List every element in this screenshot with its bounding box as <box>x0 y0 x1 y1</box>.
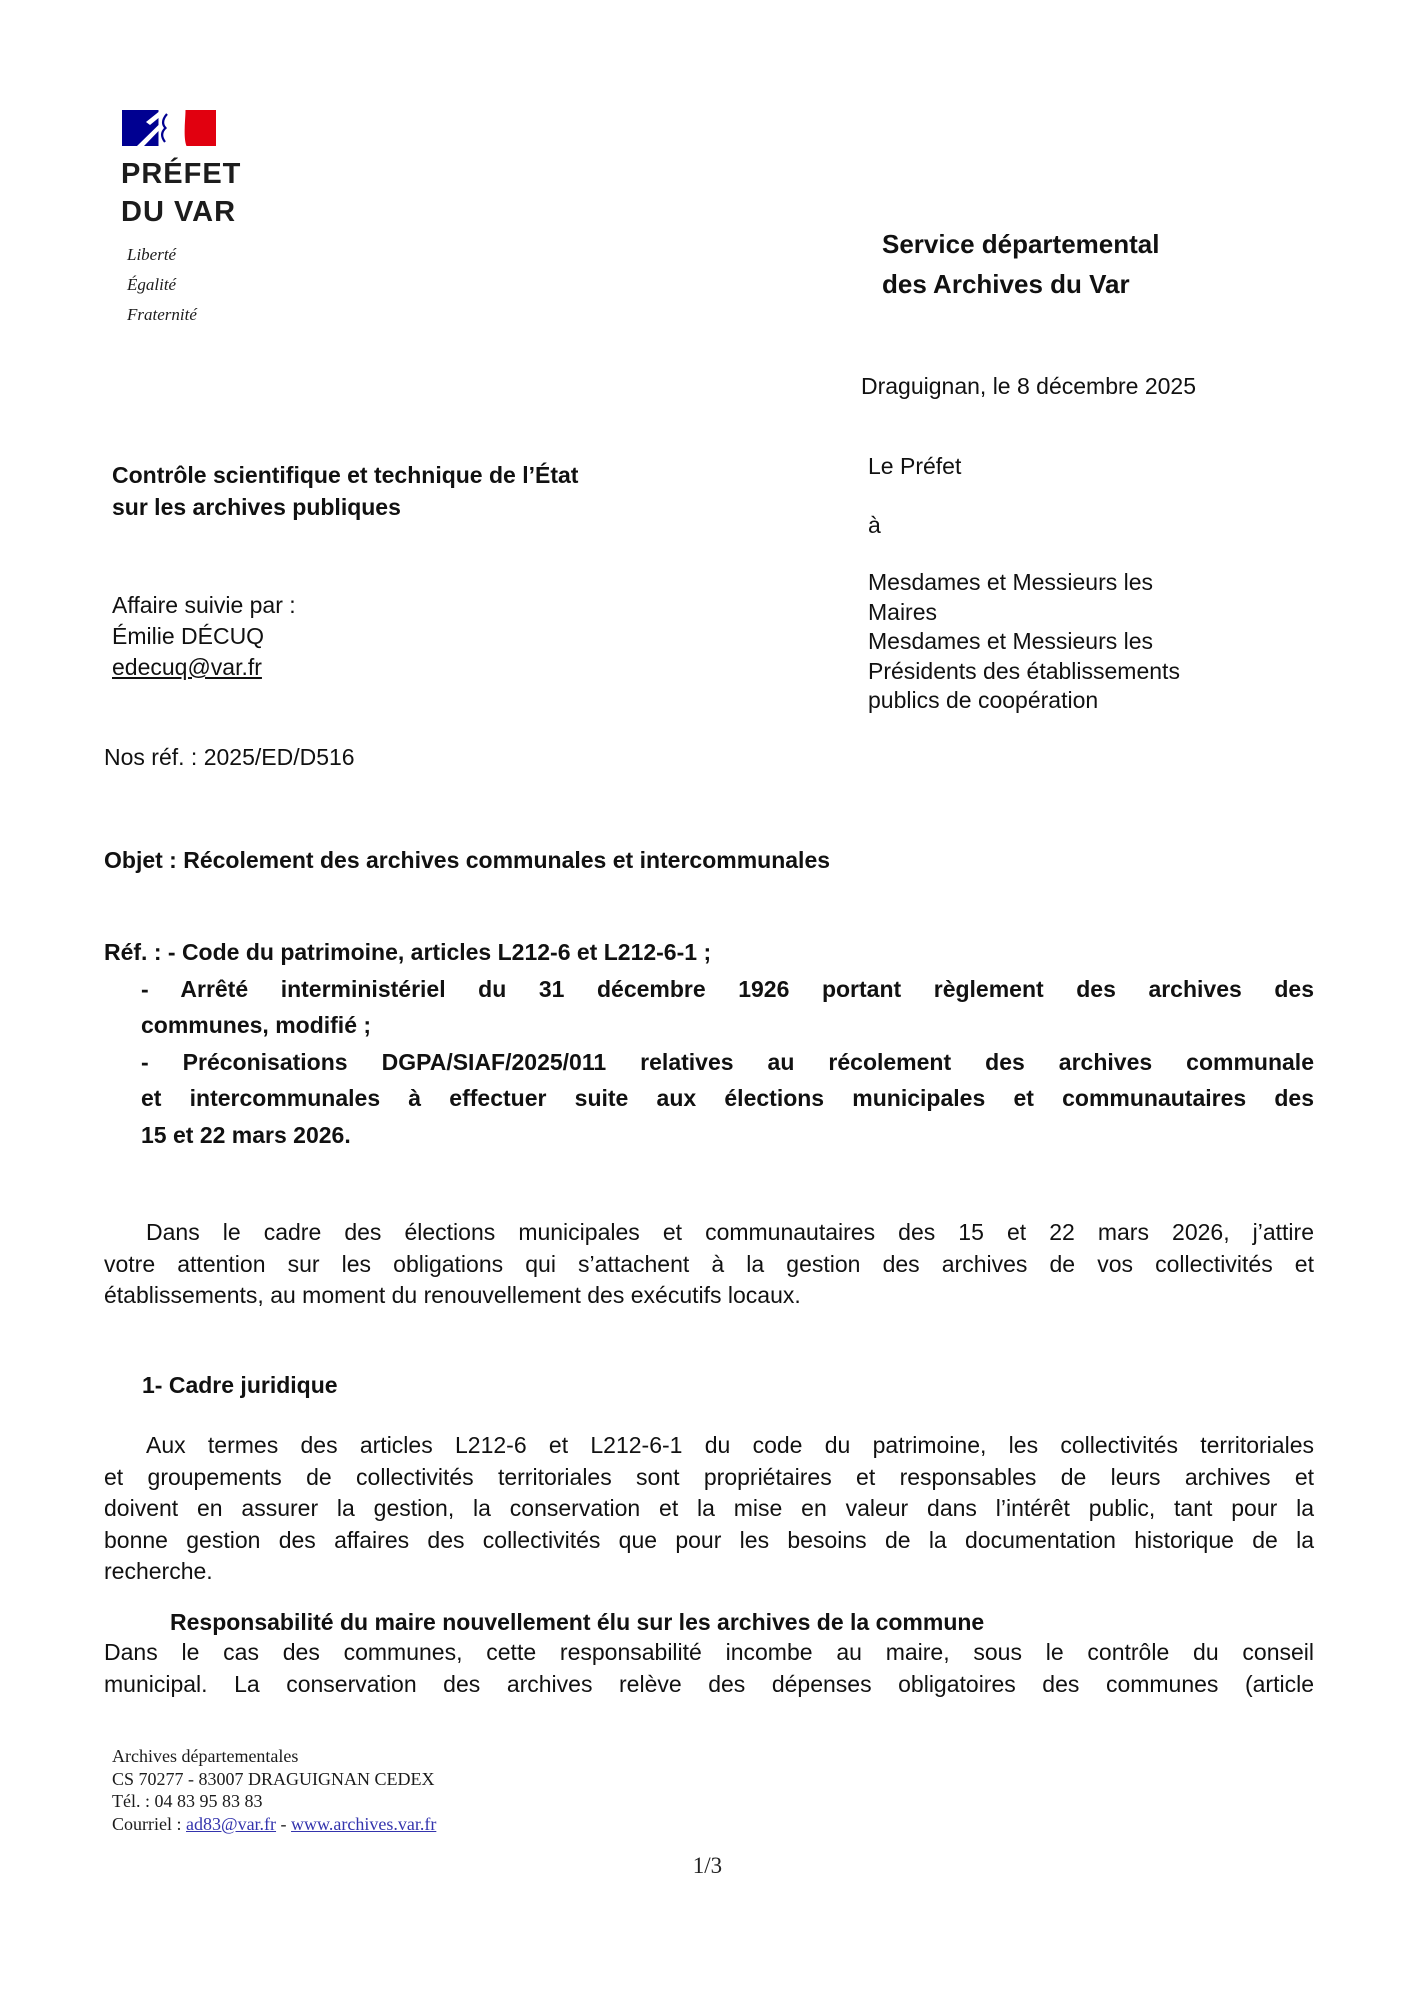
prefecture-name-line2: DU VAR <box>121 196 237 228</box>
paragraph-line: bonne gestion des affaires des collectivités que pour les besoins de la documentation historique de la <box>104 1526 1314 1553</box>
recipient-block <box>868 568 1288 716</box>
recipient-line: Maires <box>868 598 938 625</box>
footer-org: Archives départementales <box>112 1746 299 1766</box>
motto-egalite: Égalité <box>127 275 177 294</box>
paragraph-line: et groupements de collectivités territoriales sont propriétaires et responsables de leurs archives et <box>104 1463 1314 1490</box>
sender-mission <box>112 459 578 523</box>
french-flag-marianne-icon <box>122 110 216 146</box>
references-block <box>104 934 1314 1153</box>
motto-liberte: Liberté <box>127 245 177 264</box>
reference-item-2-line2: communes, modifié ; <box>141 1012 372 1038</box>
subheading-responsabilite: Responsabilité du maire nouvellement élu sur les archives de la commune <box>170 1609 985 1635</box>
place-date-line: Draguignan, le 8 décembre 2025 <box>861 373 1197 399</box>
page-number: 1/3 <box>692 1853 723 1878</box>
service-title-line2: des Archives du Var <box>882 269 1130 299</box>
footer-address-block <box>112 1745 436 1835</box>
paragraph-line: Dans le cas des communes, cette responsabilité incombe au maire, sous le contrôle du conseil <box>104 1639 1314 1665</box>
contact-block <box>112 590 296 683</box>
footer-phone: Tél. : 04 83 95 83 83 <box>112 1791 263 1811</box>
republic-motto <box>127 240 197 330</box>
paragraph-line: votre attention sur les obligations qui s’attachent à la gestion des archives de vos collectivités et <box>104 1250 1314 1277</box>
reference-item-3-line1: - Préconisations DGPA/SIAF/2025/011 relatives au récolement des archives communale <box>141 1048 1314 1075</box>
motto-fraternite: Fraternité <box>127 305 197 324</box>
reference-item-2-line1: - Arrêté interministériel du 31 décembre 1926 portant règlement des archives des <box>141 975 1314 1002</box>
paragraph-line: recherche. <box>104 1558 213 1584</box>
contact-email-link[interactable]: edecuq@var.fr <box>112 654 262 680</box>
reference-item-3-line2: et intercommunales à effectuer suite aux élections municipales et communautaires des <box>141 1085 1314 1111</box>
sender-mission-line1: Contrôle scientifique et technique de l’État <box>112 462 579 488</box>
footer-website-link[interactable]: www.archives.var.fr <box>291 1813 437 1834</box>
service-title <box>882 224 1159 304</box>
paragraph-line: établissements, au moment du renouvellement des exécutifs locaux. <box>104 1282 801 1308</box>
prefecture-name-line1: PRÉFET <box>121 158 242 190</box>
paragraph-line: municipal. La conservation des archives relève des dépenses obligatoires des communes (article <box>104 1670 1314 1697</box>
contact-name: Émilie DÉCUQ <box>112 623 265 649</box>
sender-title: Le Préfet <box>868 453 962 479</box>
reference-item-1: Réf. : - Code du patrimoine, articles L212-6 et L212-6-1 ; <box>104 939 712 965</box>
footer-courriel-line <box>112 1813 436 1836</box>
sender-mission-line2: sur les archives publiques <box>112 494 401 520</box>
our-reference: Nos réf. : 2025/ED/D516 <box>104 744 355 770</box>
reference-item-3-line3: 15 et 22 mars 2026. <box>141 1121 351 1148</box>
recipient-line: Mesdames et Messieurs les <box>868 628 1154 654</box>
recipient-line: publics de coopération <box>868 687 1099 713</box>
service-title-line1: Service départemental <box>882 229 1160 259</box>
paragraph-line: Aux termes des articles L212-6 et L212-6-1 du code du patrimoine, les collectivités territoriales <box>146 1432 1314 1458</box>
prefecture-name <box>121 155 241 231</box>
footer-courriel-label: Courriel : <box>112 1813 186 1834</box>
body-paragraph-3 <box>104 1637 1314 1700</box>
subject-line: Objet : Récolement des archives communales et intercommunales <box>104 847 831 873</box>
contact-label: Affaire suivie par : <box>112 592 296 618</box>
section-heading-cadre-juridique: 1- Cadre juridique <box>142 1372 338 1398</box>
paragraph-line: doivent en assurer la gestion, la conservation et la mise en valeur dans l’intérêt public, tant pour la <box>104 1495 1314 1521</box>
body-paragraph-2 <box>104 1430 1314 1588</box>
footer-email-link[interactable]: ad83@var.fr <box>186 1813 277 1834</box>
footer-link-separator: - <box>276 1813 292 1834</box>
recipient-line: Présidents des établissements <box>868 657 1180 684</box>
to-word: à <box>868 512 881 538</box>
recipient-line: Mesdames et Messieurs les <box>868 569 1154 595</box>
body-paragraph-1 <box>104 1217 1314 1312</box>
footer-postal: CS 70277 - 83007 DRAGUIGNAN CEDEX <box>112 1768 435 1789</box>
paragraph-line: Dans le cadre des élections municipales et communautaires des 15 et 22 mars 2026, j’attire <box>146 1219 1314 1245</box>
